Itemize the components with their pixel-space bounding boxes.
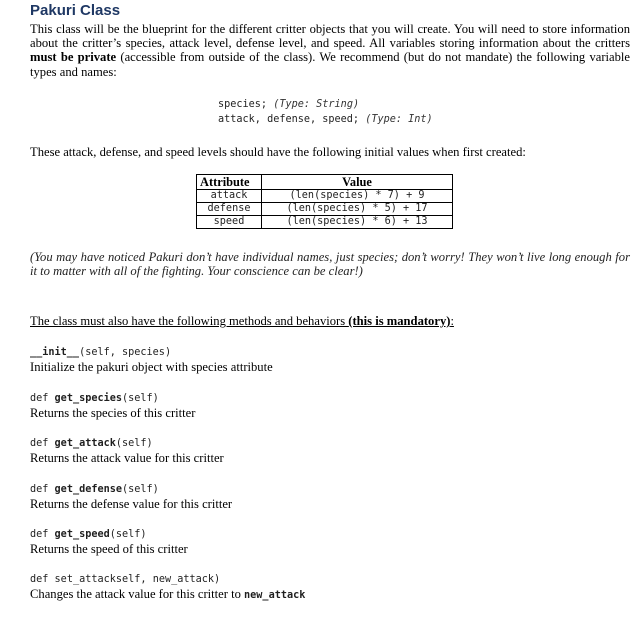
table-header-row bbox=[197, 175, 453, 190]
intro-text-2: (accessible from outside of the class). We recommend (but do not mandate) the following variable types and names: bbox=[30, 50, 630, 79]
methods-intro bbox=[30, 314, 454, 328]
table-cell-attribute: speed bbox=[197, 216, 262, 229]
intro-text-1: This class will be the blueprint for the different critter objects that you will create. You will need to store information about the critter’s species, attack level, defense level, and speed. All variables storing information about the critters bbox=[30, 22, 630, 51]
method-signature: def get_defense(self) bbox=[30, 484, 159, 495]
inline-code: new_attack bbox=[244, 590, 306, 601]
table-cell-value: (len(species) * 6) + 13 bbox=[262, 216, 453, 229]
table-cell-attribute: attack bbox=[197, 190, 262, 203]
code-line-stats bbox=[218, 113, 433, 128]
method-set-attack bbox=[30, 573, 305, 603]
variable-code-block bbox=[218, 98, 433, 127]
method-get-attack bbox=[30, 437, 224, 465]
table-cell-value: (len(species) * 7) + 9 bbox=[262, 190, 453, 203]
method-signature: __init__(self, species) bbox=[30, 347, 172, 358]
table-row bbox=[197, 190, 453, 203]
code-species: species; bbox=[218, 99, 268, 110]
method-signature: def set_attackself, new_attack) bbox=[30, 574, 221, 585]
code-stats: attack, defense, speed; bbox=[218, 113, 360, 125]
table-header-attribute: Attribute bbox=[197, 175, 262, 190]
code-line-species bbox=[218, 98, 433, 113]
method-description: Returns the attack value for this critter bbox=[30, 451, 224, 465]
code-species-type: (Type: String) bbox=[273, 99, 360, 110]
method-signature: def get_speed(self) bbox=[30, 529, 147, 540]
code-stats-type: (Type: Int) bbox=[365, 113, 433, 125]
method-init bbox=[30, 346, 273, 374]
method-signature: def get_attack(self) bbox=[30, 438, 153, 449]
table-cell-value: (len(species) * 5) + 17 bbox=[262, 203, 453, 216]
intro-paragraph bbox=[30, 22, 630, 79]
methods-intro-end: : bbox=[450, 314, 454, 328]
italic-note: (You may have noticed Pakuri don’t have individual names, just species; don’t worry! They won’t live long enough for it to matter with all of the fighting. Your conscience can be clear!) bbox=[30, 250, 630, 279]
method-get-speed bbox=[30, 528, 188, 556]
method-description: Returns the speed of this critter bbox=[30, 542, 188, 556]
method-signature: def get_species(self) bbox=[30, 393, 159, 404]
initial-values-paragraph: These attack, defense, and speed levels should have the following initial values when first created: bbox=[30, 145, 526, 159]
table-row bbox=[197, 216, 453, 229]
method-description: Returns the species of this critter bbox=[30, 406, 196, 420]
method-description: Initialize the pakuri object with species attribute bbox=[30, 360, 273, 374]
intro-bold: must be private bbox=[30, 50, 117, 65]
method-description: Returns the defense value for this critter bbox=[30, 497, 233, 511]
methods-intro-bold: (this is mandatory) bbox=[348, 314, 451, 328]
method-get-species bbox=[30, 392, 195, 420]
methods-intro-text: The class must also have the following methods and behaviors bbox=[30, 314, 349, 328]
table-header-value: Value bbox=[262, 175, 453, 190]
method-description: Changes the attack value for this critter to new_attack bbox=[30, 587, 306, 601]
method-get-defense bbox=[30, 483, 232, 511]
section-heading: Pakuri Class bbox=[30, 2, 121, 19]
attribute-table bbox=[196, 174, 453, 229]
table-cell-attribute: defense bbox=[197, 203, 262, 216]
table-row bbox=[197, 203, 453, 216]
